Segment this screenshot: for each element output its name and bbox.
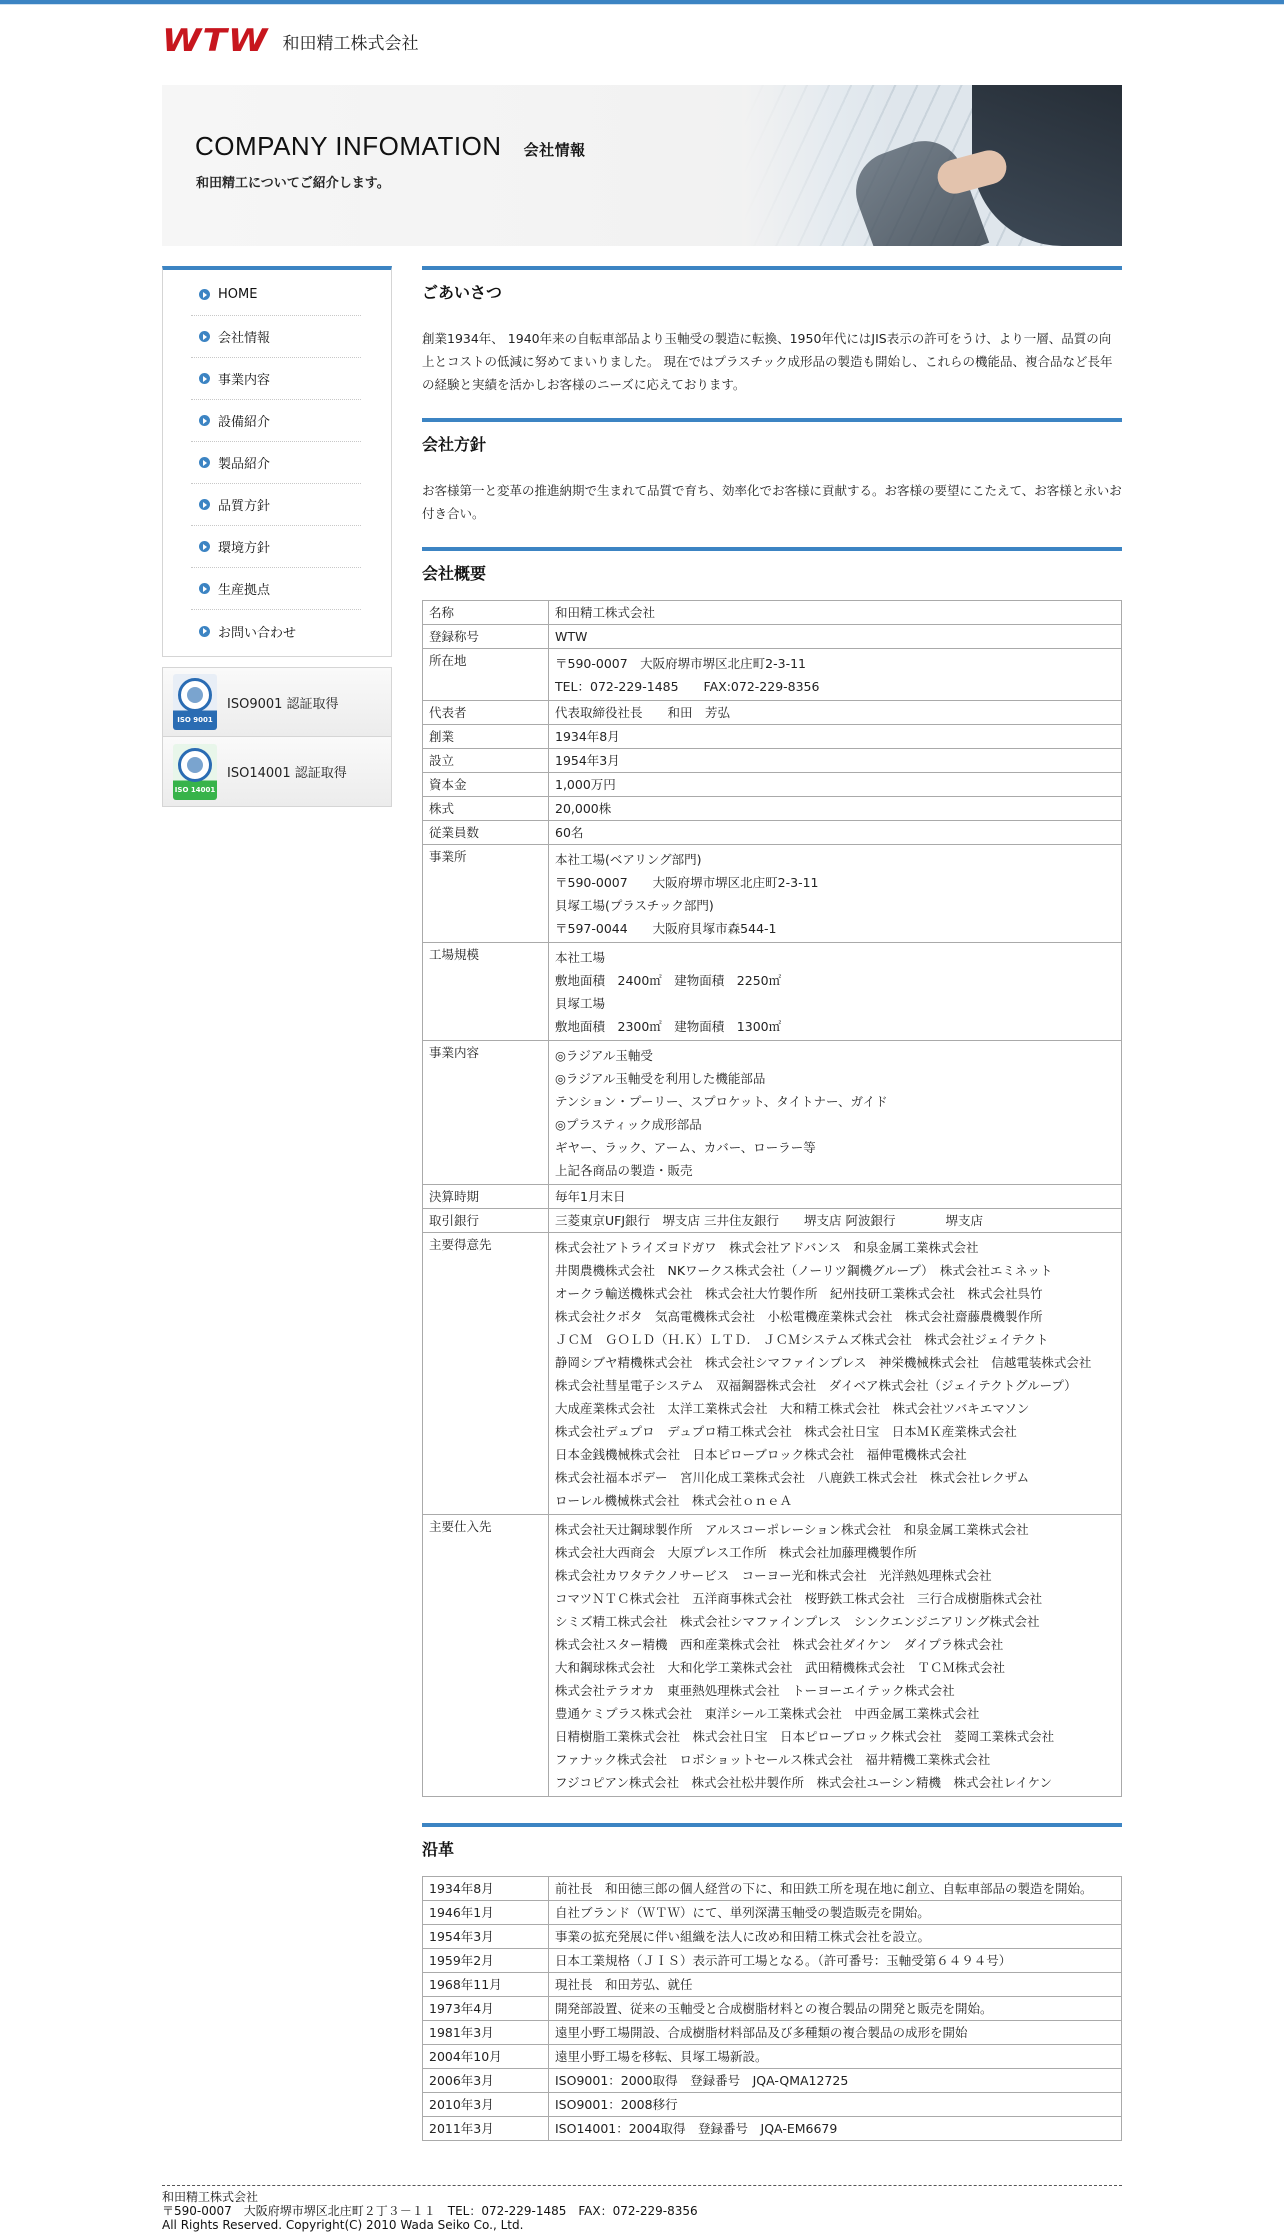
row-value-line: 大成産業株式会社 太洋工業株式会社 大和精工株式会社 株式会社ツバキエマソン bbox=[555, 1401, 1030, 1416]
iso-item-0[interactable] bbox=[163, 668, 391, 737]
banner-title-text: COMPANY INFOMATION bbox=[195, 131, 502, 161]
banner-title bbox=[195, 131, 586, 162]
overview-title: 会社概要 bbox=[422, 564, 487, 583]
row-value-line: TEL：072-229-1485 FAX:072-229-8356 bbox=[555, 679, 820, 694]
table-row bbox=[423, 2093, 1122, 2117]
row-value-line: 豊通ケミプラス株式会社 東洋シール工業株式会社 中西金属工業株式会社 bbox=[555, 1706, 980, 1721]
banner-tagline: 和田精工についてご紹介します。 bbox=[196, 176, 390, 191]
row-value-line: 株式会社大西商会 大原プレス工作所 株式会社加藤理機製作所 bbox=[555, 1545, 917, 1560]
policy-title: 会社方針 bbox=[422, 435, 487, 454]
handshake-image bbox=[742, 85, 1122, 246]
sidebar-item-label: 製品紹介 bbox=[218, 457, 271, 472]
overview-table bbox=[422, 600, 1122, 1797]
site-footer bbox=[162, 2185, 1122, 2240]
history-date: 1934年8月 bbox=[423, 1877, 549, 1901]
row-value-line: 〒597-0044 大阪府貝塚市森544-1 bbox=[555, 921, 777, 936]
table-row bbox=[423, 1041, 1122, 1185]
row-value-line: 〒590-0007 大阪府堺市堺区北庄町2-3-11 bbox=[555, 875, 819, 890]
row-label: 資本金 bbox=[423, 773, 549, 797]
sidebar-item-label: 環境方針 bbox=[218, 541, 271, 556]
row-value bbox=[549, 773, 1122, 797]
arrow-bullet-icon bbox=[199, 415, 210, 426]
iso-label: ISO9001 認証取得 bbox=[227, 696, 339, 712]
main-content bbox=[422, 266, 1122, 2163]
sidebar-item-equipment[interactable] bbox=[191, 400, 361, 442]
row-value-line: ◎ラジアル玉軸受 bbox=[555, 1048, 653, 1063]
row-value-line: 敷地面積 2300㎡ 建物面積 1300㎡ bbox=[555, 1019, 782, 1034]
row-label: 所在地 bbox=[423, 649, 549, 701]
row-value-line: テンション・プーリー、スプロケット、タイトナー、ガイド bbox=[555, 1094, 888, 1109]
iso-badge-text: ISO 9001 bbox=[177, 716, 213, 724]
row-value-line: 貝塚工場 bbox=[555, 996, 606, 1011]
row-value-line: オークラ輸送機株式会社 株式会社大竹製作所 紀州技研工業株式会社 株式会社呉竹 bbox=[555, 1286, 1043, 1301]
row-label: 設立 bbox=[423, 749, 549, 773]
row-value-line: 日精樹脂工業株式会社 株式会社日宝 日本ピローブロック株式会社 菱岡工業株式会社 bbox=[555, 1729, 1055, 1744]
row-value-line: 60名 bbox=[555, 825, 584, 840]
row-value-line: 上記各商品の製造・販売 bbox=[555, 1163, 693, 1178]
sidebar-nav bbox=[162, 266, 392, 657]
row-value-line: 敷地面積 2400㎡ 建物面積 2250㎡ bbox=[555, 973, 782, 988]
row-value-line: 1954年3月 bbox=[555, 753, 620, 768]
row-value bbox=[549, 1185, 1122, 1209]
table-row bbox=[423, 943, 1122, 1041]
row-value bbox=[549, 845, 1122, 943]
row-value-line: 株式会社テラオカ 東亜熱処理株式会社 トーヨーエイテック株式会社 bbox=[555, 1683, 955, 1698]
sidebar-item-label: 会社情報 bbox=[218, 331, 271, 346]
row-value bbox=[549, 601, 1122, 625]
table-row bbox=[423, 1901, 1122, 1925]
sidebar-item-quality-policy[interactable] bbox=[191, 484, 361, 526]
footer-company: 和田精工株式会社 bbox=[162, 2190, 259, 2204]
history-event: 自社ブランド（ＷＴＷ）にて、単列深溝玉軸受の製造販売を開始。 bbox=[549, 1901, 1122, 1925]
history-event: 遠里小野工場を移転、貝塚工場新設。 bbox=[549, 2045, 1122, 2069]
sidebar-item-products[interactable] bbox=[191, 442, 361, 484]
row-value-line: 静岡シブヤ精機株式会社 株式会社シマファインプレス 神栄機械株式会社 信越電装株式会社 bbox=[555, 1355, 1092, 1370]
row-value bbox=[549, 749, 1122, 773]
row-value-line: 株式会社デュプロ デュプロ精工株式会社 株式会社日宝 日本ＭＫ産業株式会社 bbox=[555, 1424, 1017, 1439]
history-date: 1954年3月 bbox=[423, 1925, 549, 1949]
row-value bbox=[549, 797, 1122, 821]
row-value-line: 本社工場 bbox=[555, 950, 606, 965]
history-event: 日本工業規格（ＪＩＳ）表示許可工場となる。（許可番号：玉軸受第６４９４号） bbox=[549, 1949, 1122, 1973]
history-table bbox=[422, 1876, 1122, 2141]
iso-item-1[interactable] bbox=[163, 737, 391, 806]
row-value bbox=[549, 1515, 1122, 1797]
table-row bbox=[423, 1209, 1122, 1233]
row-value-line: 〒590-0007 大阪府堺市堺区北庄町2-3-11 bbox=[555, 656, 807, 671]
row-value-line: 代表取締役社長 和田 芳弘 bbox=[555, 705, 731, 720]
row-value-line: 本社工場(ベアリング部門) bbox=[555, 852, 702, 867]
arrow-bullet-icon bbox=[199, 499, 210, 510]
row-label: 工場規模 bbox=[423, 943, 549, 1041]
table-row bbox=[423, 1233, 1122, 1515]
row-value bbox=[549, 625, 1122, 649]
sidebar-item-environment-policy[interactable] bbox=[191, 526, 361, 568]
row-value-line: 株式会社クボタ 気高電機株式会社 小松電機産業株式会社 株式会社齋藤農機製作所 bbox=[555, 1309, 1043, 1324]
row-label: 取引銀行 bbox=[423, 1209, 549, 1233]
iso-label: ISO14001 認証取得 bbox=[227, 766, 347, 781]
arrow-bullet-icon bbox=[199, 583, 210, 594]
arrow-bullet-icon bbox=[199, 457, 210, 468]
table-row bbox=[423, 2117, 1122, 2141]
sidebar-item-label: 事業内容 bbox=[218, 373, 271, 388]
table-row bbox=[423, 2069, 1122, 2093]
table-row bbox=[423, 601, 1122, 625]
table-row bbox=[423, 1997, 1122, 2021]
sidebar-item-label: 品質方針 bbox=[218, 499, 271, 514]
arrow-bullet-icon bbox=[199, 541, 210, 552]
history-date: 2006年3月 bbox=[423, 2069, 549, 2093]
history-date: 1959年2月 bbox=[423, 1949, 549, 1973]
history-date: 2011年3月 bbox=[423, 2117, 549, 2141]
table-row bbox=[423, 725, 1122, 749]
table-row bbox=[423, 773, 1122, 797]
row-value bbox=[549, 1209, 1122, 1233]
sidebar bbox=[162, 266, 392, 2163]
row-value-line: ギヤー、ラック、アーム、カバー、ローラー等 bbox=[555, 1140, 816, 1155]
history-event: 前社長 和田徳三郎の個人経営の下に、和田鉄工所を現在地に創立、自転車部品の製造を開始。 bbox=[549, 1877, 1122, 1901]
overview-section bbox=[422, 547, 1122, 1797]
table-row bbox=[423, 1515, 1122, 1797]
arrow-bullet-icon bbox=[199, 331, 210, 342]
row-value bbox=[549, 725, 1122, 749]
sidebar-item-home[interactable] bbox=[191, 274, 361, 316]
table-row bbox=[423, 845, 1122, 943]
row-value bbox=[549, 821, 1122, 845]
history-title: 沿革 bbox=[422, 1840, 455, 1859]
iso-badge-text: ISO 14001 bbox=[174, 785, 216, 794]
row-value-line: ファナック株式会社 ロボショットセールス株式会社 福井精機工業株式会社 bbox=[555, 1752, 991, 1767]
policy-section bbox=[422, 418, 1122, 525]
row-value bbox=[549, 943, 1122, 1041]
table-row bbox=[423, 701, 1122, 725]
sidebar-item-label: お問い合わせ bbox=[218, 625, 297, 641]
sidebar-item-label: HOME bbox=[218, 287, 258, 302]
history-date: 1973年4月 bbox=[423, 1997, 549, 2021]
history-event: 事業の拡充発展に伴い組織を法人に改め和田精工株式会社を設立。 bbox=[549, 1925, 1122, 1949]
row-value-line: 株式会社彗星電子システム 双福鋼器株式会社 ダイベア株式会社（ジェイテクトグループ） bbox=[555, 1378, 1077, 1393]
row-value bbox=[549, 1041, 1122, 1185]
row-value-line: 1934年8月 bbox=[555, 729, 620, 744]
table-row bbox=[423, 649, 1122, 701]
row-label: 登録称号 bbox=[423, 625, 549, 649]
history-event: ISO14001：2004取得 登録番号 JQA-EM6679 bbox=[549, 2117, 1122, 2141]
sidebar-item-company-info[interactable] bbox=[191, 316, 361, 358]
table-row bbox=[423, 1185, 1122, 1209]
row-value-line: コマツＮＴＣ株式会社 五洋商事株式会社 桜野鉄工株式会社 三行合成樹脂株式会社 bbox=[555, 1591, 1043, 1606]
row-value-line: ローレル機械株式会社 株式会社ｏｎｅＡ bbox=[555, 1493, 792, 1508]
greeting-body: 創業1934年、 1940年来の自転車部品より玉軸受の製造に転換、1950年代にはJIS表示の許可をうけ、より一層、品質の向上とコストの低減に努めてまいりました。 現在ではプラスチック成形品の製造も開始し、これらの機能品、複合品など長年の経験と実績を活かしお客様のニーズに応えております。 bbox=[422, 331, 1113, 392]
row-value-line: 貝塚工場(プラスチック部門) bbox=[555, 898, 714, 913]
sidebar-item-label: 設備紹介 bbox=[218, 415, 271, 430]
table-row bbox=[423, 2021, 1122, 2045]
arrow-bullet-icon bbox=[199, 626, 210, 637]
row-label: 事業所 bbox=[423, 845, 549, 943]
row-label: 事業内容 bbox=[423, 1041, 549, 1185]
row-value-line: 日本金銭機械株式会社 日本ピローブロック株式会社 福伸電機株式会社 bbox=[555, 1447, 967, 1462]
greeting-title: ごあいさつ bbox=[422, 283, 503, 302]
row-label: 創業 bbox=[423, 725, 549, 749]
history-date: 1946年1月 bbox=[423, 1901, 549, 1925]
row-value-line: ◎ラジアル玉軸受を利用した機能部品 bbox=[555, 1071, 766, 1086]
table-row bbox=[423, 1925, 1122, 1949]
row-label: 株式 bbox=[423, 797, 549, 821]
row-label: 名称 bbox=[423, 601, 549, 625]
page-banner bbox=[162, 85, 1122, 246]
row-value-line: フジコピアン株式会社 株式会社松井製作所 株式会社ユーシン精機 株式会社レイケン bbox=[555, 1775, 1052, 1790]
history-event: 現社長 和田芳弘、就任 bbox=[549, 1973, 1122, 1997]
history-event: 開発部設置、従来の玉軸受と合成樹脂材料との複合製品の開発と販売を開始。 bbox=[549, 1997, 1122, 2021]
history-event: ISO9001：2008移行 bbox=[549, 2093, 1122, 2117]
iso-badge-icon bbox=[173, 674, 217, 730]
history-date: 1981年3月 bbox=[423, 2021, 549, 2045]
iso-certifications bbox=[162, 667, 392, 807]
banner-subtitle: 会社情報 bbox=[523, 142, 586, 159]
table-row bbox=[423, 1877, 1122, 1901]
footer-copyright: All Rights Reserved. Copyright(C) 2010 Wada Seiko Co., Ltd. bbox=[162, 2218, 524, 2232]
row-value-line: ＪＣＭ ＧＯＬＤ（Ｈ.Ｋ）ＬＴＤ. ＪＣＭシステムズ株式会社 株式会社ジェイテクト bbox=[555, 1332, 1049, 1347]
iso-badge-icon bbox=[173, 744, 217, 800]
row-value-line: 井関農機株式会社 NKワークス株式会社（ノーリツ鋼機グループ） 株式会社エミネット bbox=[555, 1263, 1053, 1278]
row-value bbox=[549, 1233, 1122, 1515]
history-section bbox=[422, 1823, 1122, 2141]
sidebar-item-contact[interactable] bbox=[191, 610, 361, 652]
row-value-line: 株式会社天辻鋼球製作所 アルスコーポレーション株式会社 和泉金属工業株式会社 bbox=[555, 1522, 1029, 1537]
history-event: ISO9001：2000取得 登録番号 JQA-QMA12725 bbox=[549, 2069, 1122, 2093]
row-label: 主要仕入先 bbox=[423, 1515, 549, 1797]
history-date: 2004年10月 bbox=[423, 2045, 549, 2069]
footer-address: 〒590-0007 大阪府堺市堺区北庄町２丁３－１１ TEL：072-229-1485 FAX：072-229-8356 bbox=[162, 2204, 698, 2218]
page-wrapper bbox=[162, 5, 1122, 2163]
arrow-bullet-icon bbox=[199, 289, 210, 300]
arrow-bullet-icon bbox=[199, 373, 210, 384]
header-company-name: 和田精工株式会社 bbox=[282, 33, 419, 54]
history-date: 1968年11月 bbox=[423, 1973, 549, 1997]
row-value bbox=[549, 701, 1122, 725]
row-value-line: 和田精工株式会社 bbox=[555, 605, 656, 620]
sidebar-item-label: 生産拠点 bbox=[218, 583, 271, 598]
history-date: 2010年3月 bbox=[423, 2093, 549, 2117]
row-value-line: 大和鋼球株式会社 大和化学工業株式会社 武田精機株式会社 ＴＣＭ株式会社 bbox=[555, 1660, 1006, 1675]
row-label: 主要得意先 bbox=[423, 1233, 549, 1515]
row-value-line: 株式会社アトライズヨドガワ 株式会社アドバンス 和泉金属工業株式会社 bbox=[555, 1240, 979, 1255]
policy-body: お客様第一と変革の推進納期で生まれて品質で育ち、効率化でお客様に貢献する。お客様の要望にこたえて、お客様と永いお付き合い。 bbox=[422, 483, 1122, 521]
row-value-line: WTW bbox=[555, 629, 588, 644]
sidebar-item-business[interactable] bbox=[191, 358, 361, 400]
table-row bbox=[423, 749, 1122, 773]
row-value bbox=[549, 649, 1122, 701]
row-value-line: 株式会社福本ボデー 宮川化成工業株式会社 八鹿鉄工株式会社 株式会社レクザム bbox=[555, 1470, 1030, 1485]
table-row bbox=[423, 1973, 1122, 1997]
iso-seal-icon bbox=[178, 678, 212, 712]
row-value-line: 20,000株 bbox=[555, 801, 612, 816]
row-label: 代表者 bbox=[423, 701, 549, 725]
wtw-logo[interactable]: WTW bbox=[162, 23, 269, 59]
row-value-line: ◎プラスティック成形部品 bbox=[555, 1117, 702, 1132]
row-value-line: 1,000万円 bbox=[555, 777, 616, 792]
row-value-line: 三菱東京UFJ銀行 堺支店 三井住友銀行 堺支店 阿波銀行 堺支店 bbox=[555, 1213, 983, 1228]
row-label: 決算時期 bbox=[423, 1185, 549, 1209]
row-label: 従業員数 bbox=[423, 821, 549, 845]
history-event: 遠里小野工場開設、合成樹脂材料部品及び多種類の複合製品の成形を開始 bbox=[549, 2021, 1122, 2045]
iso-seal-icon bbox=[178, 748, 212, 782]
table-row bbox=[423, 625, 1122, 649]
greeting-section bbox=[422, 266, 1122, 396]
row-value-line: 毎年1月末日 bbox=[555, 1189, 626, 1204]
table-row bbox=[423, 1949, 1122, 1973]
table-row bbox=[423, 797, 1122, 821]
main-layout bbox=[162, 266, 1122, 2163]
row-value-line: 株式会社カワタテクノサービス コーヨー光和株式会社 光洋熱処理株式会社 bbox=[555, 1568, 992, 1583]
row-value-line: 株式会社スター精機 西和産業株式会社 株式会社ダイケン ダイプラ株式会社 bbox=[555, 1637, 1004, 1652]
row-value-line: シミズ精工株式会社 株式会社シマファインプレス シンクエンジニアリング株式会社 bbox=[555, 1614, 1040, 1629]
site-header bbox=[162, 5, 1122, 57]
table-row bbox=[423, 821, 1122, 845]
table-row bbox=[423, 2045, 1122, 2069]
sidebar-item-production-sites[interactable] bbox=[191, 568, 361, 610]
